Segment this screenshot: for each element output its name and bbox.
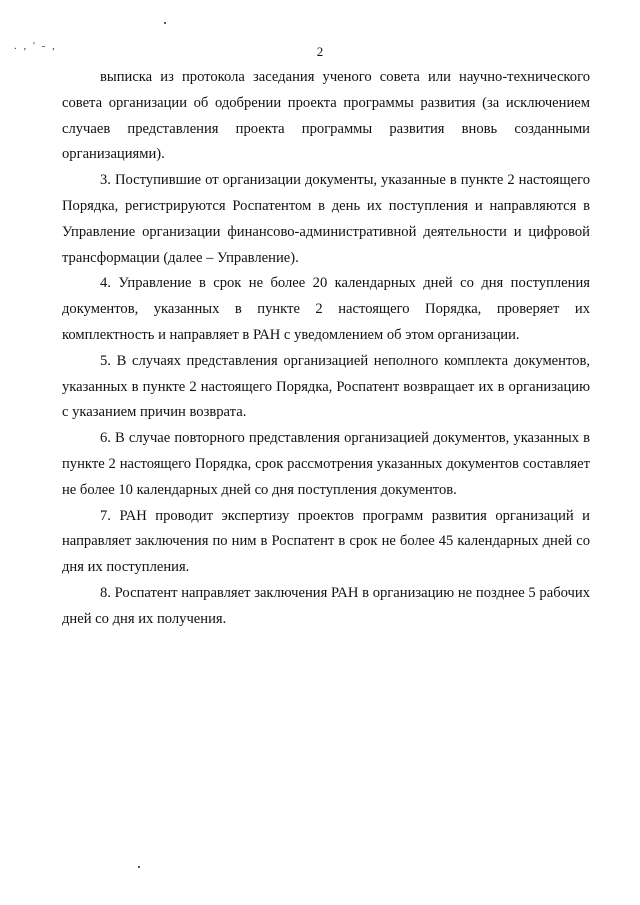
paragraph-item-4: 4. Управление в срок не более 20 календарных дней со дня поступления документов, указанных в пункте 2 настоящего Порядка, проверяет их комплектность и направляет в РАН с уведомлением об этом организации. <box>62 275 590 343</box>
document-body <box>62 65 590 633</box>
page-number: 2 <box>316 44 324 59</box>
paragraph-protocol-extract: выписка из протокола заседания ученого совета или научно-технического совета организации об одобрении проекта программы развития (за исключением случаев представления проекта программы развития вновь созданными организациями). <box>62 69 590 163</box>
paragraph-item-7: 7. РАН проводит экспертизу проектов программ развития организаций и направляет заключения по ним в Роспатент в срок не более 45 календарных дней со дня их поступления. <box>62 507 590 576</box>
scan-artifact-dot <box>164 22 166 24</box>
paragraph-item-3: 3. Поступившие от организации документы, указанные в пункте 2 настоящего Порядка, регистрируются Роспатентом в день их поступления и направляются в Управление организации финансово-административной деятельности и цифровой трансформации (далее – Управление). <box>62 172 590 266</box>
paragraph-item-5: 5. В случаях представления организацией неполного комплекта документов, указанных в пункте 2 настоящего Порядка, Роспатент возвращает их в организацию с указанием причин возврата. <box>62 352 590 421</box>
scan-artifact-dot <box>138 866 140 868</box>
paragraph-item-8: 8. Роспатент направляет заключения РАН в организацию не позднее 5 рабочих дней со дня их получения. <box>62 584 590 627</box>
paragraph-item-6: 6. В случае повторного представления организацией документов, указанных в пункте 2 настоящего Порядка, срок рассмотрения указанных документов составляет не более 10 календарных дней со дня поступления документов. <box>62 430 590 498</box>
scan-artifact-marks: . , ' - , <box>14 40 57 52</box>
